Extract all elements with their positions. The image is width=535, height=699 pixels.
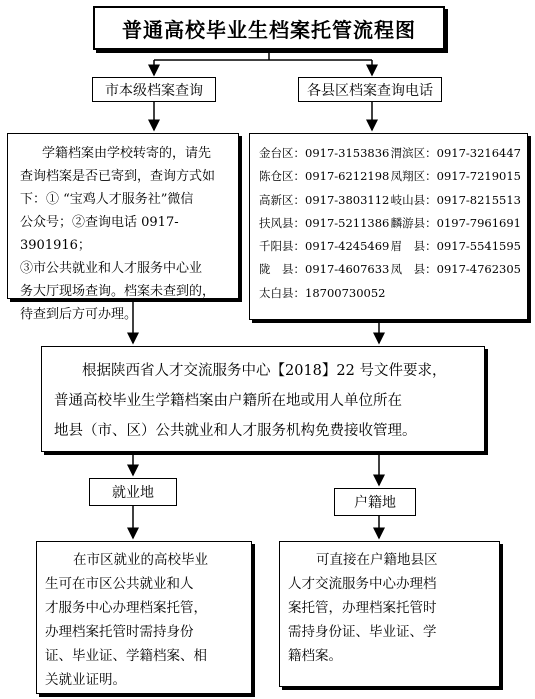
county-phone: 0917-6212198 bbox=[305, 169, 390, 184]
city-info-line: 务大厅现场查询。档案未查到的， bbox=[20, 284, 216, 299]
county-name: 陇 县： bbox=[259, 262, 305, 277]
county-phone: 0917-5541595 bbox=[436, 239, 521, 254]
county-name: 高新区： bbox=[259, 192, 305, 207]
employment-info-line: 办理档案托管时需持身份 bbox=[45, 624, 194, 640]
hukou-info-line: 人才交流服务中心办理档 bbox=[288, 576, 437, 592]
county-name: 渭滨区： bbox=[390, 146, 437, 160]
county-name: 陈仓区： bbox=[259, 169, 305, 184]
hukou-info-line: 需持身份证、毕业证、学 bbox=[288, 624, 437, 640]
county-phone: 0917-8215513 bbox=[436, 192, 521, 207]
hukou-info-line: 可直接在户籍地县区 bbox=[316, 552, 438, 568]
county-name: 金台区： bbox=[259, 146, 305, 160]
hukou-location-label: 户籍地 bbox=[354, 495, 396, 511]
county-name: 凤翔区： bbox=[390, 169, 437, 184]
city-query-box bbox=[92, 77, 216, 102]
policy-line: 根据陕西省人才交流服务中心【2018】22 号文件要求， bbox=[82, 363, 447, 379]
city-info-line: 公众号；②查询电话 0917-3901916； bbox=[20, 215, 179, 253]
county-name: 太白县： bbox=[259, 285, 305, 300]
county-name: 眉 县： bbox=[390, 239, 437, 254]
county-phone: 0917-3803112 bbox=[305, 192, 390, 207]
employment-location-box bbox=[89, 478, 177, 506]
hukou-info-box bbox=[279, 541, 500, 687]
phone-row bbox=[259, 165, 521, 188]
hukou-location-box bbox=[334, 488, 416, 516]
county-name: 扶风县： bbox=[259, 215, 305, 230]
county-name: 麟游县： bbox=[390, 215, 437, 230]
city-info-line: ③市公共就业和人才服务中心业 bbox=[20, 261, 203, 276]
phone-row bbox=[259, 235, 521, 258]
city-info-line: 学籍档案由学校转寄的，请先 bbox=[42, 146, 212, 161]
county-query-box bbox=[298, 77, 442, 102]
county-phone: 0917-4762305 bbox=[436, 262, 521, 277]
county-phone: 0917-7219015 bbox=[436, 169, 521, 184]
employment-info-line: 才服务中心办理档案托管， bbox=[45, 600, 207, 616]
county-phone-list bbox=[249, 133, 528, 320]
flowchart-title-box bbox=[93, 6, 445, 50]
phone-row bbox=[259, 189, 521, 212]
county-name: 岐山县： bbox=[390, 192, 437, 207]
county-phone: 0917-3153836 bbox=[305, 146, 390, 160]
employment-info-box bbox=[36, 541, 252, 694]
employment-info-line: 证、毕业证、学籍档案、相 bbox=[45, 648, 207, 664]
hukou-info-line: 案托管，办理档案托管时 bbox=[288, 600, 437, 616]
city-query-label: 市本级档案查询 bbox=[105, 82, 203, 99]
county-query-label: 各县区档案查询电话 bbox=[307, 82, 433, 99]
city-archive-query-info bbox=[7, 133, 239, 322]
county-phone: 0917-4245469 bbox=[305, 239, 390, 254]
employment-info-line: 在市区就业的高校毕业 bbox=[73, 552, 208, 568]
policy-line: 普通高校毕业生学籍档案由户籍所在地或用人单位所在 bbox=[54, 393, 402, 409]
county-name: 千阳县： bbox=[259, 239, 305, 254]
city-info-line: 下：① “宝鸡人才服务社”微信 bbox=[20, 192, 194, 207]
county-phone: 18700730052 bbox=[305, 285, 386, 300]
phone-row bbox=[259, 282, 521, 305]
county-phone: 0917-3216447 bbox=[436, 146, 521, 160]
city-info-line: 查询档案是否已寄到，查询方式如 bbox=[20, 169, 216, 184]
employment-info-line: 生可在市区公共就业和人 bbox=[45, 576, 194, 592]
flowchart-title: 普通高校毕业生档案托管流程图 bbox=[122, 17, 416, 42]
county-phone: 0917-5211386 bbox=[305, 215, 390, 230]
county-phone: 0197-7961691 bbox=[436, 215, 521, 230]
phone-row bbox=[259, 142, 521, 165]
city-info-line: 待查到后方可办理。 bbox=[20, 307, 138, 322]
hukou-info-line: 籍档案。 bbox=[288, 648, 342, 664]
policy-box bbox=[41, 346, 485, 452]
employment-info-line: 关就业证明。 bbox=[45, 672, 126, 688]
phone-row bbox=[259, 212, 521, 235]
policy-line: 地县（市、区）公共就业和人才服务机构免费接收管理。 bbox=[54, 423, 417, 439]
county-name: 凤 县： bbox=[390, 262, 437, 277]
county-phone: 0917-4607633 bbox=[305, 262, 390, 277]
phone-row bbox=[259, 258, 521, 281]
employment-location-label: 就业地 bbox=[112, 485, 154, 501]
